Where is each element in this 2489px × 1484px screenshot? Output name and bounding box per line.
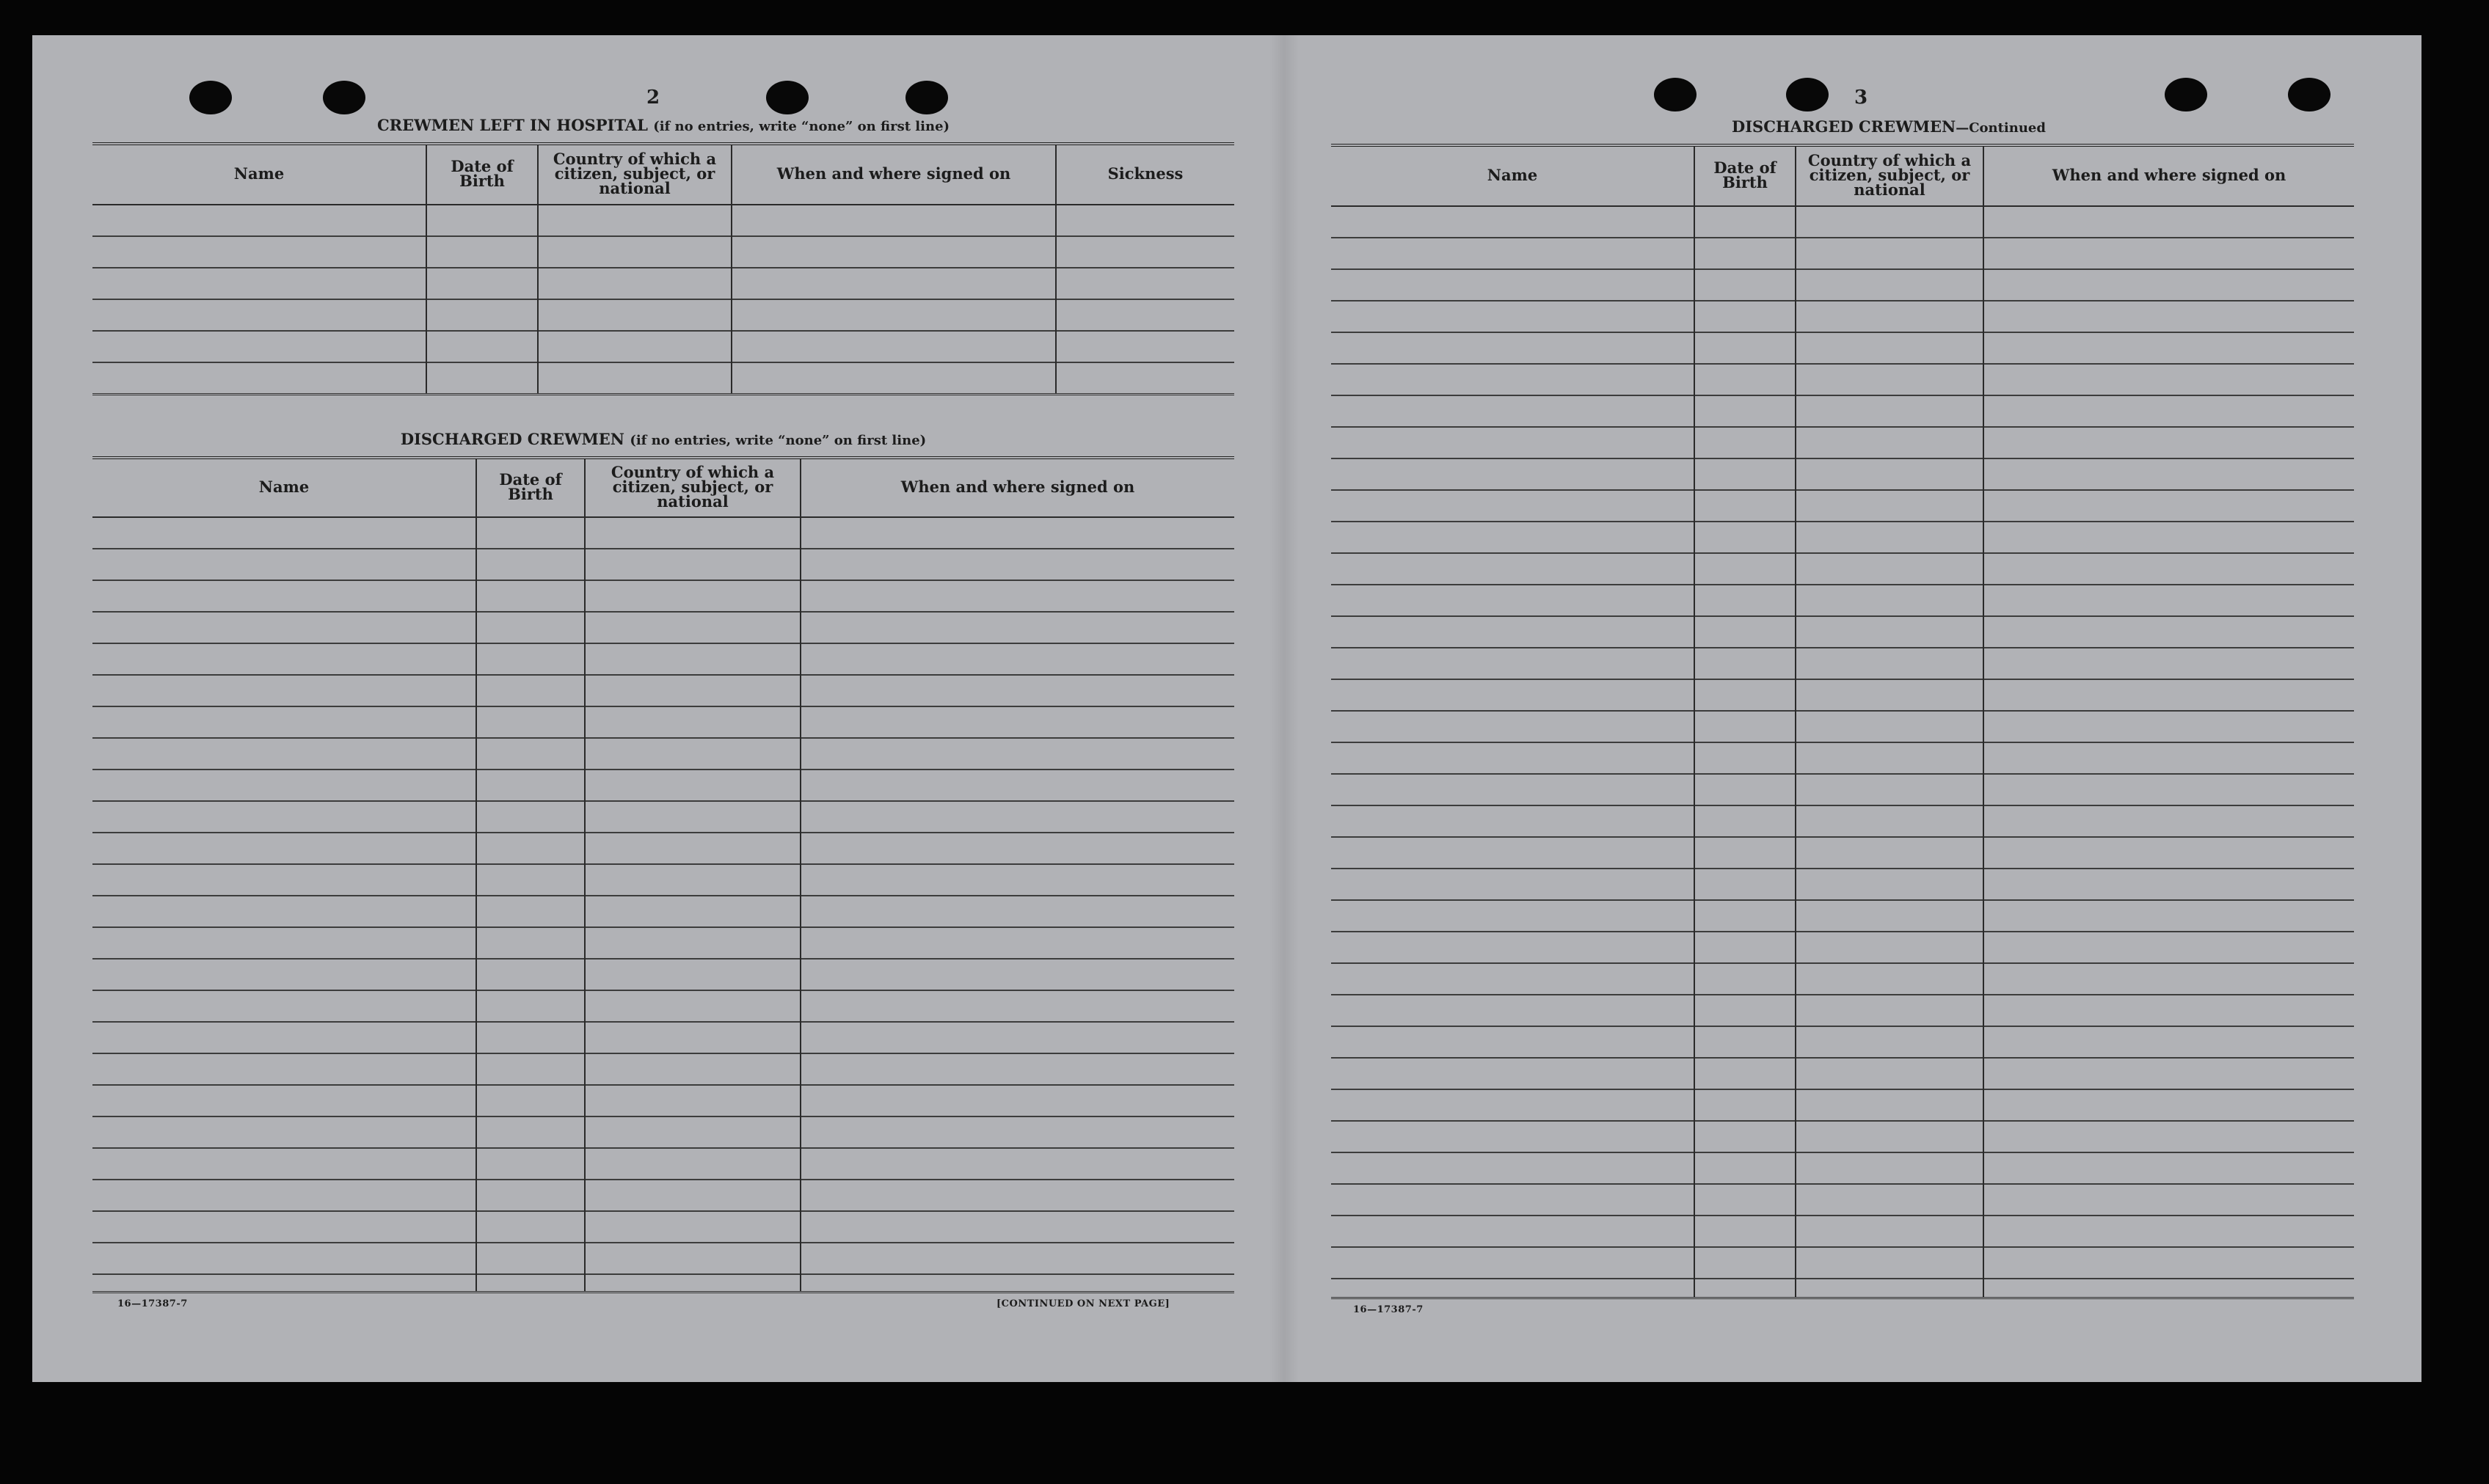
discharged-col-when-where: When and where signed on <box>900 478 1135 496</box>
discharged-instruction-text: (if no entries, write “none” on first line) <box>630 433 927 448</box>
hospital-col-divider <box>731 145 732 393</box>
discharged-col-divider <box>584 459 586 1291</box>
right-form-number: 16—17387-7 <box>1353 1304 1424 1315</box>
page-fold <box>1269 35 1299 1382</box>
continued-note: [CONTINUED ON NEXT PAGE] <box>996 1298 1170 1309</box>
hospital-col-when-where: When and where signed on <box>776 164 1011 183</box>
discharged-table-right <box>1331 144 2354 1299</box>
right-col-country: Country of which a citizen, subject, or national <box>1807 151 1972 199</box>
hospital-section-title <box>91 116 1236 134</box>
right-col-divider <box>1983 147 1984 1297</box>
hospital-table <box>92 142 1234 395</box>
hospital-col-divider <box>537 145 539 393</box>
punch-hole <box>766 81 809 114</box>
discharged-col-date-of-birth: Date of Birth <box>499 470 562 503</box>
left-form-number: 16—17387-7 <box>117 1298 188 1309</box>
punch-hole <box>1786 78 1829 112</box>
hospital-col-divider <box>426 145 427 393</box>
right-page-number: 3 <box>1854 87 1868 109</box>
discharged-title-text: DISCHARGED CREWMEN <box>400 430 624 448</box>
discharged-col-divider <box>800 459 801 1291</box>
discharged-continued-title <box>1331 117 2446 136</box>
hospital-col-date-of-birth: Date of Birth <box>451 157 514 190</box>
right-col-when-where: When and where signed on <box>2052 166 2286 184</box>
discharged-col-name: Name <box>258 478 310 496</box>
discharged-continued-title-text: DISCHARGED CREWMEN <box>1732 117 1956 136</box>
discharged-col-country: Country of which a citizen, subject, or national <box>611 463 775 511</box>
right-col-divider <box>1795 147 1796 1297</box>
punch-hole <box>1654 78 1697 112</box>
discharged-table-left <box>92 456 1234 1293</box>
punch-hole <box>323 81 365 114</box>
discharged-ruled-rows <box>92 518 1234 1290</box>
hospital-instruction-text: (if no entries, write “none” on first line) <box>653 119 950 134</box>
left-page-number: 2 <box>646 87 660 109</box>
right-col-divider <box>1694 147 1695 1297</box>
hospital-col-divider <box>1055 145 1057 393</box>
hospital-title-text: CREWMEN LEFT IN HOSPITAL <box>376 116 648 134</box>
discharged-section-title <box>91 430 1236 448</box>
hospital-col-sickness: Sickness <box>1107 164 1184 183</box>
continued-suffix: —Continued <box>1956 120 2046 136</box>
right-col-date-of-birth: Date of Birth <box>1713 158 1776 191</box>
punch-hole <box>189 81 232 114</box>
hospital-col-name: Name <box>233 164 285 183</box>
punch-hole <box>2288 78 2331 112</box>
punch-hole <box>2165 78 2207 112</box>
right-ruled-rows <box>1331 207 2354 1295</box>
document-sheet <box>32 35 2421 1382</box>
discharged-col-divider <box>475 459 477 1291</box>
punch-hole <box>905 81 948 114</box>
hospital-ruled-rows <box>92 205 1234 392</box>
hospital-col-country: Country of which a citizen, subject, or national <box>553 150 717 197</box>
right-col-name: Name <box>1487 166 1538 184</box>
